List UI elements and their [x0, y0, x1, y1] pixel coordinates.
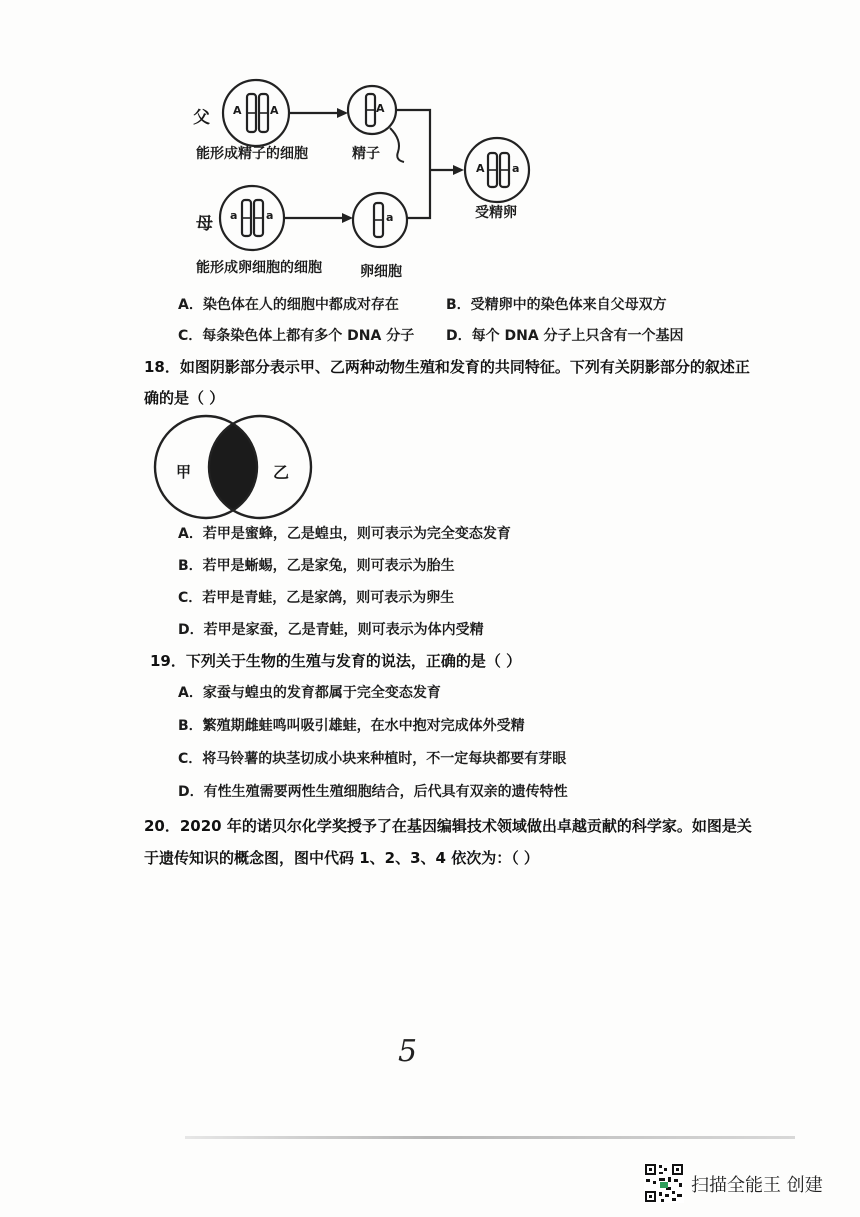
sperm-source-label: 能形成精子的细胞 — [196, 146, 308, 162]
venn-left-label: 甲 — [176, 463, 192, 481]
q18-option-d: D．若甲是家蚕，乙是青蛙，则可表示为体内受精 — [178, 622, 484, 638]
gene-a-mother-left: a — [230, 209, 238, 222]
q18-option-c: C．若甲是青蛙，乙是家鸽，则可表示为卵生 — [178, 590, 455, 606]
q19-option-c: C．将马铃薯的块茎切成小块来种植时，不一定每块都要有芽眼 — [178, 751, 567, 767]
q18-stem-line2: 确的是（ ） — [144, 389, 225, 407]
gene-a-egg: a — [386, 211, 394, 224]
gene-A-father-right: A — [270, 104, 279, 117]
scan-edge-line — [185, 1136, 795, 1139]
q17-option-d: D．每个 DNA 分子上只含有一个基因 — [446, 328, 684, 344]
page-number: 5 — [398, 1034, 418, 1069]
gene-A-zygote: A — [476, 162, 485, 175]
q19-option-a: A．家蚕与蝗虫的发育都属于完全变态发育 — [178, 685, 441, 701]
venn-right-label: 乙 — [273, 463, 290, 482]
gene-a-mother-right: a — [266, 209, 274, 222]
q18-option-a: A．若甲是蜜蜂，乙是蝗虫，则可表示为完全变态发育 — [178, 526, 511, 542]
q19-option-b: B．繁殖期雌蛙鸣叫吸引雄蛙，在水中抱对完成体外受精 — [178, 718, 525, 734]
q17-option-a: A．染色体在人的细胞中都成对存在 — [178, 297, 399, 313]
zygote-label: 受精卵 — [475, 205, 517, 221]
father-label: 父 — [193, 108, 210, 128]
q19-stem: 19．下列关于生物的生殖与发育的说法，正确的是（ ） — [150, 652, 522, 670]
qr-code-icon — [644, 1163, 684, 1203]
q17-option-b: B．受精卵中的染色体来自父母双方 — [446, 297, 667, 313]
q20-stem-line1: 20．2020 年的诺贝尔化学奖授予了在基因编辑技术领域做出卓越贡献的科学家。如图是关 — [144, 817, 752, 835]
gene-A-sperm: A — [376, 102, 385, 115]
q20-stem-line2: 于遗传知识的概念图，图中代码 1、2、3、4 依次为：（ ） — [144, 849, 539, 867]
q18-stem-line1: 18．如图阴影部分表示甲、乙两种动物生殖和发育的共同特征。下列有关阴影部分的叙述正 — [144, 358, 750, 376]
gene-A-father-left: A — [233, 104, 242, 117]
q17-option-c: C．每条染色体上都有多个 DNA 分子 — [178, 328, 415, 344]
gene-a-zygote: a — [512, 162, 520, 175]
egg-source-label: 能形成卵细胞的细胞 — [196, 260, 322, 276]
q19-option-d: D．有性生殖需要两性生殖细胞结合，后代具有双亲的遗传特性 — [178, 784, 568, 800]
scanner-watermark-text: 扫描全能王 创建 — [691, 1175, 823, 1196]
mother-label: 母 — [196, 214, 213, 234]
q18-option-b: B．若甲是蜥蜴，乙是家兔，则可表示为胎生 — [178, 558, 455, 574]
egg-label: 卵细胞 — [360, 264, 402, 280]
sperm-label: 精子 — [352, 146, 380, 162]
venn-diagram — [0, 0, 860, 520]
